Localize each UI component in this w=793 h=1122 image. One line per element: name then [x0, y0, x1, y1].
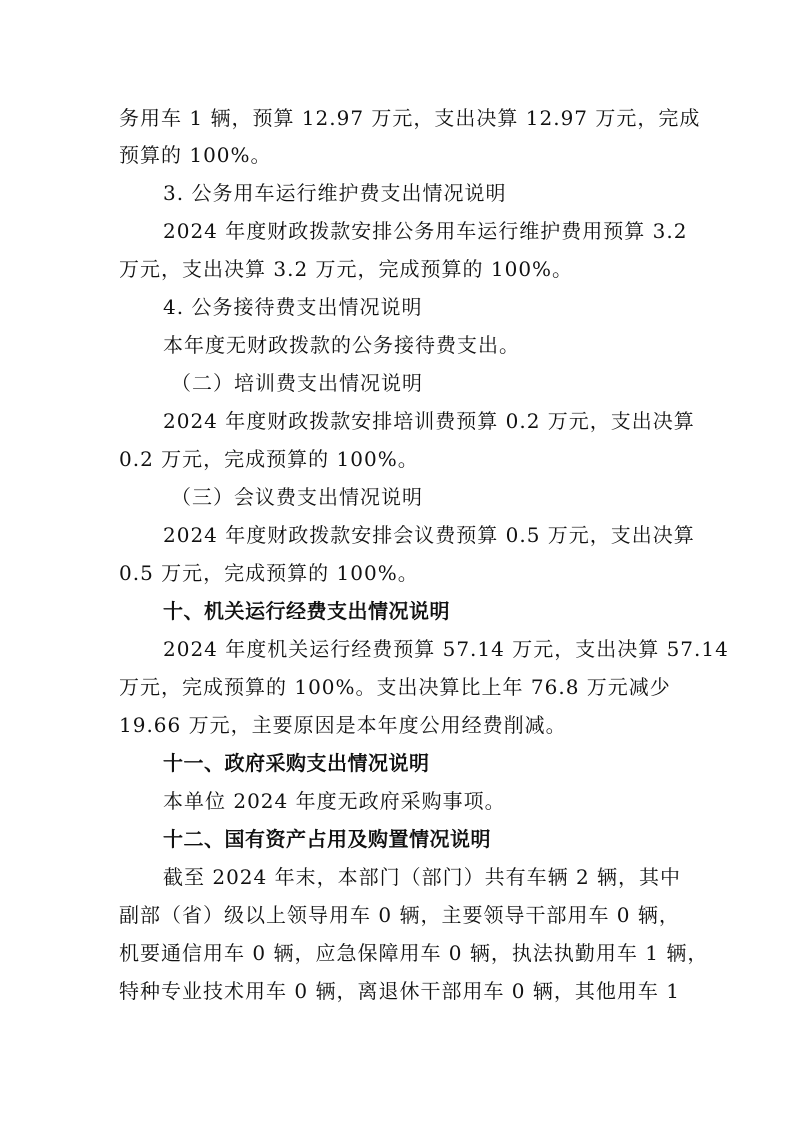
paragraph-line: 机要通信用车 0 辆，应急保障用车 0 辆，执法执勤用车 1 辆，	[119, 941, 709, 965]
paragraph-line: 特种专业技术用车 0 辆，离退休干部用车 0 辆，其他用车 1	[119, 979, 680, 1003]
paragraph-line: 预算的 100%。	[119, 143, 272, 167]
paragraph-line: 本年度无财政拨款的公务接待费支出。	[163, 333, 520, 357]
subsection-heading: 3. 公务用车运行维护费支出情况说明	[163, 181, 507, 205]
section-heading: 十一、政府采购支出情况说明	[163, 751, 430, 775]
paragraph-line: 2024 年度财政拨款安排公务用车运行维护费用预算 3.2	[163, 219, 688, 243]
paragraph-line: 万元，完成预算的 100%。支出决算比上年 76.8 万元减少	[119, 675, 671, 699]
paragraph-line: 务用车 1 辆，预算 12.97 万元，支出决算 12.97 万元，完成	[119, 106, 701, 130]
paragraph-line: 2024 年度财政拨款安排会议费预算 0.5 万元，支出决算	[163, 523, 695, 547]
subsection-heading: 4. 公务接待费支出情况说明	[163, 295, 423, 319]
section-heading: 十二、国有资产占用及购置情况说明	[163, 827, 491, 851]
paragraph-line: 本单位 2024 年度无政府采购事项。	[163, 789, 506, 813]
paragraph-line: 0.5 万元，完成预算的 100%。	[119, 561, 419, 585]
paragraph-line: 0.2 万元，完成预算的 100%。	[119, 447, 419, 471]
subsection-heading: （二）培训费支出情况说明	[171, 371, 423, 395]
paragraph-line: 19.66 万元，主要原因是本年度公用经费削减。	[119, 713, 567, 737]
paragraph-line: 副部（省）级以上领导用车 0 辆，主要领导干部用车 0 辆，	[119, 903, 680, 927]
paragraph-line: 万元，支出决算 3.2 万元，完成预算的 100%。	[119, 257, 574, 281]
paragraph-line: 2024 年度财政拨款安排培训费预算 0.2 万元，支出决算	[163, 409, 695, 433]
paragraph-line: 截至 2024 年末，本部门（部门）共有车辆 2 辆，其中	[163, 865, 682, 889]
subsection-heading: （三）会议费支出情况说明	[171, 485, 423, 509]
section-heading: 十、机关运行经费支出情况说明	[163, 599, 450, 623]
paragraph-line: 2024 年度机关运行经费预算 57.14 万元，支出决算 57.14	[163, 637, 729, 661]
